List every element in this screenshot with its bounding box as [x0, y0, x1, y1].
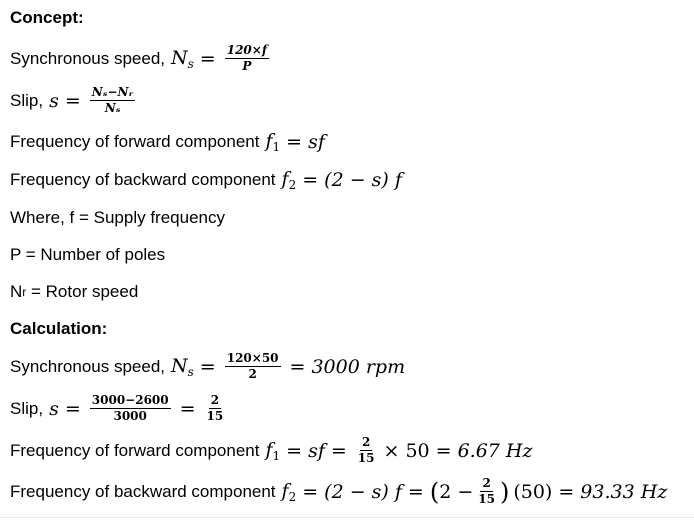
concept-f2-line: Frequency of backward component $f_2$ = (2 − s) f	[10, 168, 402, 192]
calc-ns-fraction: $\frac{120\times 50}{2}$	[226, 351, 279, 381]
concept-f1-symbol: $f_1$	[265, 130, 281, 154]
calc-ns-label: Synchronous speed,	[10, 356, 165, 376]
calc-f1-line: Frequency of forward component $f_1$ = sf = $\frac{2}{15}$ × 50 = 6.67 Hz	[10, 435, 533, 465]
calc-f2-line: Frequency of backward component $f_2$ = (2 − s) f = ( 2 − $\frac{2}{15}$ ) (50) = 93.33 Hz	[10, 476, 668, 506]
calc-slip-label: Slip,	[10, 398, 44, 418]
concept-f2-symbol: $f_2$	[281, 168, 297, 192]
concept-f1-line: Frequency of forward component $f_1$ = sf	[10, 130, 325, 154]
calculation-heading: Calculation:	[10, 319, 108, 338]
calc-f1-label: Frequency of forward component	[10, 440, 260, 460]
calc-ns-result: 3000 rpm	[311, 355, 406, 378]
concept-slip-symbol: s	[49, 89, 59, 112]
calc-f1-fraction: $\frac{2}{15}$	[357, 435, 375, 465]
calc-slip-line: Slip, s = $\frac{3000-2600}{3000}$ = $\frac{2}{15}$	[10, 393, 224, 423]
rotor-speed-line: N r = Rotor speed	[10, 282, 139, 301]
poles-line: P = Number of poles	[10, 245, 166, 264]
concept-slip-line: Slip, s = $\frac{\text{Nₛ−Nᵣ}}{\text{Nₛ}}$	[10, 85, 134, 115]
concept-f2-label: Frequency of backward component	[10, 170, 276, 189]
calc-f2-label: Frequency of backward component	[10, 481, 276, 501]
calc-ns-line: Synchronous speed, $N_s$ = $\frac{120\times 50}{2}$ = 3000 rpm	[10, 351, 406, 381]
concept-slip-label: Slip,	[10, 90, 44, 110]
calc-ns-symbol: $N_s$	[171, 354, 194, 379]
concept-ns-line: Synchronous speed, $N_s$ = $\frac{120\times f}{P}$	[10, 43, 267, 73]
calc-slip-fraction: $\frac{3000-2600}{3000}$	[91, 393, 169, 423]
calc-f2-result: 93.33 Hz	[580, 480, 668, 503]
concept-ns-label: Synchronous speed,	[10, 48, 165, 68]
concept-f1-rhs: sf	[308, 131, 325, 153]
bottom-divider	[0, 517, 694, 518]
calc-f1-result: 6.67 Hz	[457, 439, 533, 462]
calc-f2-fraction: $\frac{2}{15}$	[478, 476, 495, 506]
concept-f2-rhs: (2 − s) f	[324, 169, 402, 191]
where-line: Where, f = Supply frequency	[10, 208, 225, 227]
concept-f1-label: Frequency of forward component	[10, 132, 260, 151]
calc-slip-fraction-simplified: $\frac{2}{15}$	[206, 393, 224, 423]
concept-ns-symbol: $N_s$	[171, 46, 194, 71]
concept-ns-fraction: $\frac{120\times f}{P}$	[226, 43, 267, 73]
concept-slip-fraction: $\frac{\text{Nₛ−Nᵣ}}{\text{Nₛ}}$	[91, 85, 134, 115]
concept-heading: Concept:	[10, 8, 84, 27]
